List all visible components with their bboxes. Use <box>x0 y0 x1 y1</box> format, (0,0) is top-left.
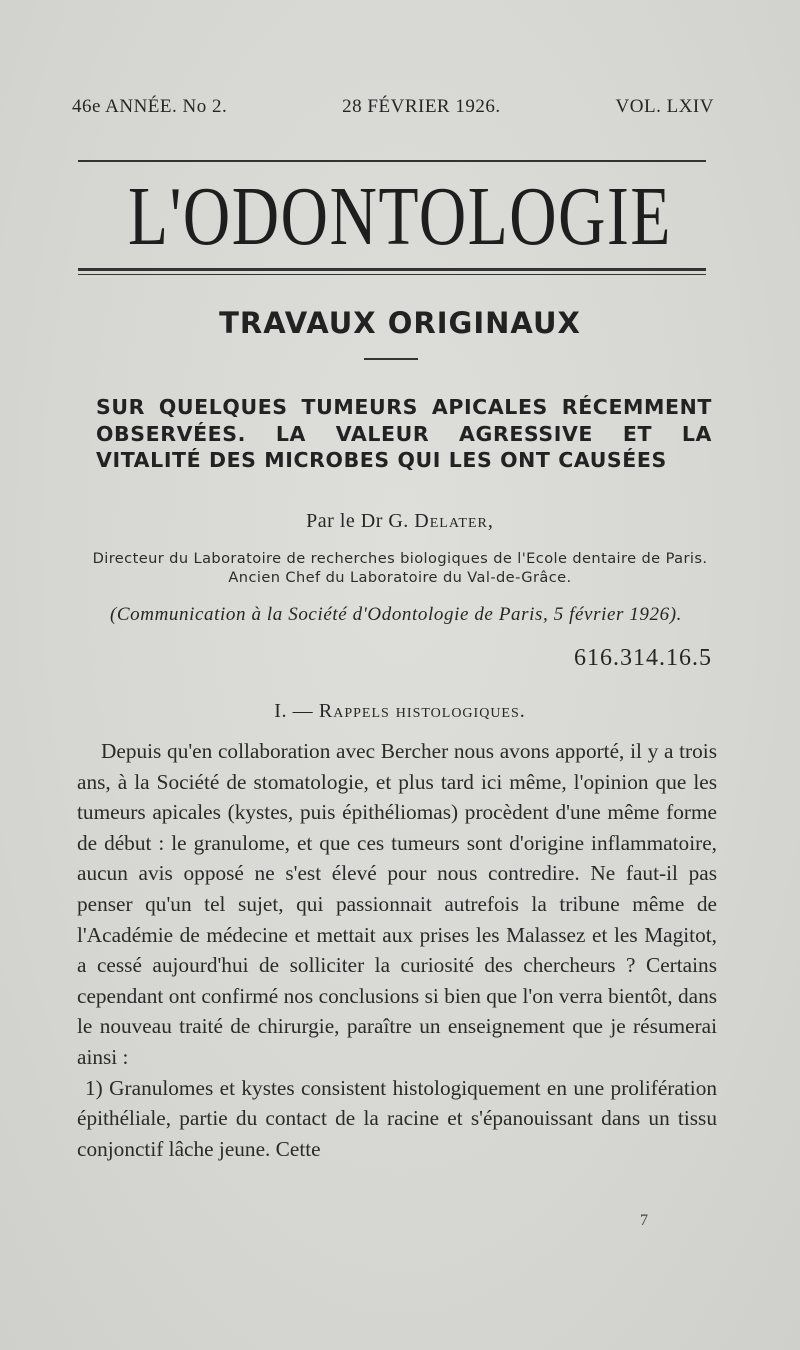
volume-number: VOL. LXIV <box>615 96 714 117</box>
issue-date: 28 FÉVRIER 1926. <box>342 96 501 117</box>
title-bottom-rule <box>78 268 706 271</box>
classification-number: 616.314.16.5 <box>574 645 712 671</box>
title-top-rule <box>78 160 706 162</box>
section-title: TRAVAUX ORIGINAUX <box>219 306 581 340</box>
author-affiliation-1: Directeur du Laboratoire de recherches biologiques de l'Ecole dentaire de Paris. <box>92 550 708 567</box>
subsection-heading <box>0 700 800 723</box>
paragraph: Depuis qu'en collaboration avec Bercher nous avons apporté, il y a trois ans, à la Société de stomatologie, et plus tard ici même, l'opinion que les tumeurs apicales (kystes, puis épithéliomas) procèdent d'une même forme de début : le granulome, et que ces tumeurs sont d'origine inflammatoire, aucun avis opposé ne s'est élevé pour nous contredire. Ne faut-il pas penser qu'un tel sujet, qui passionnait autrefois la tribune même de l'Académie de médecine et mettait aux prises les Malassez et les Magitot, a cessé aujourd'hui de solliciter la curiosité des chercheurs ? Certains cependant ont confirmé nos conclusions si bien que l'on verra bientôt, dans le nouveau traité de chirurgie, paraître un enseignement que je résumerai ainsi : <box>77 739 717 1069</box>
subsection-number: I. — <box>274 700 314 722</box>
running-header <box>72 96 714 118</box>
body-text <box>77 736 717 1164</box>
title-bottom-thin-rule <box>78 274 706 275</box>
subsection-title: Rappels histologiques. <box>318 700 526 722</box>
author-line <box>0 510 800 533</box>
page-number: 7 <box>640 1212 648 1229</box>
communication-note: (Communication à la Société d'Odontologie de Paris, 5 février 1926). <box>109 604 683 625</box>
journal-title: L'ODONTOLOGIE <box>127 170 673 263</box>
author-affiliation-2: Ancien Chef du Laboratoire du Val-de-Grâce. <box>228 569 572 586</box>
article-title: SUR QUELQUES TUMEURS APICALES RÉCEMMENT OBSERVÉES. LA VALEUR AGRESSIVE ET LA VITALITÉ DES MICROBES QUI LES ONT CAUSÉES <box>96 395 712 472</box>
paragraph: 1) Granulomes et kystes consistent histologiquement en une prolifération épithéliale, partie du contact de la racine et s'épanouissant dans un tissu conjonctif lâche jeune. Cette <box>77 1075 717 1161</box>
author-name: Delater, <box>414 510 494 532</box>
author-prefix: Par le Dr G. <box>306 510 409 532</box>
section-divider <box>364 358 418 360</box>
issue-number: 46e ANNÉE. No 2. <box>72 96 228 117</box>
